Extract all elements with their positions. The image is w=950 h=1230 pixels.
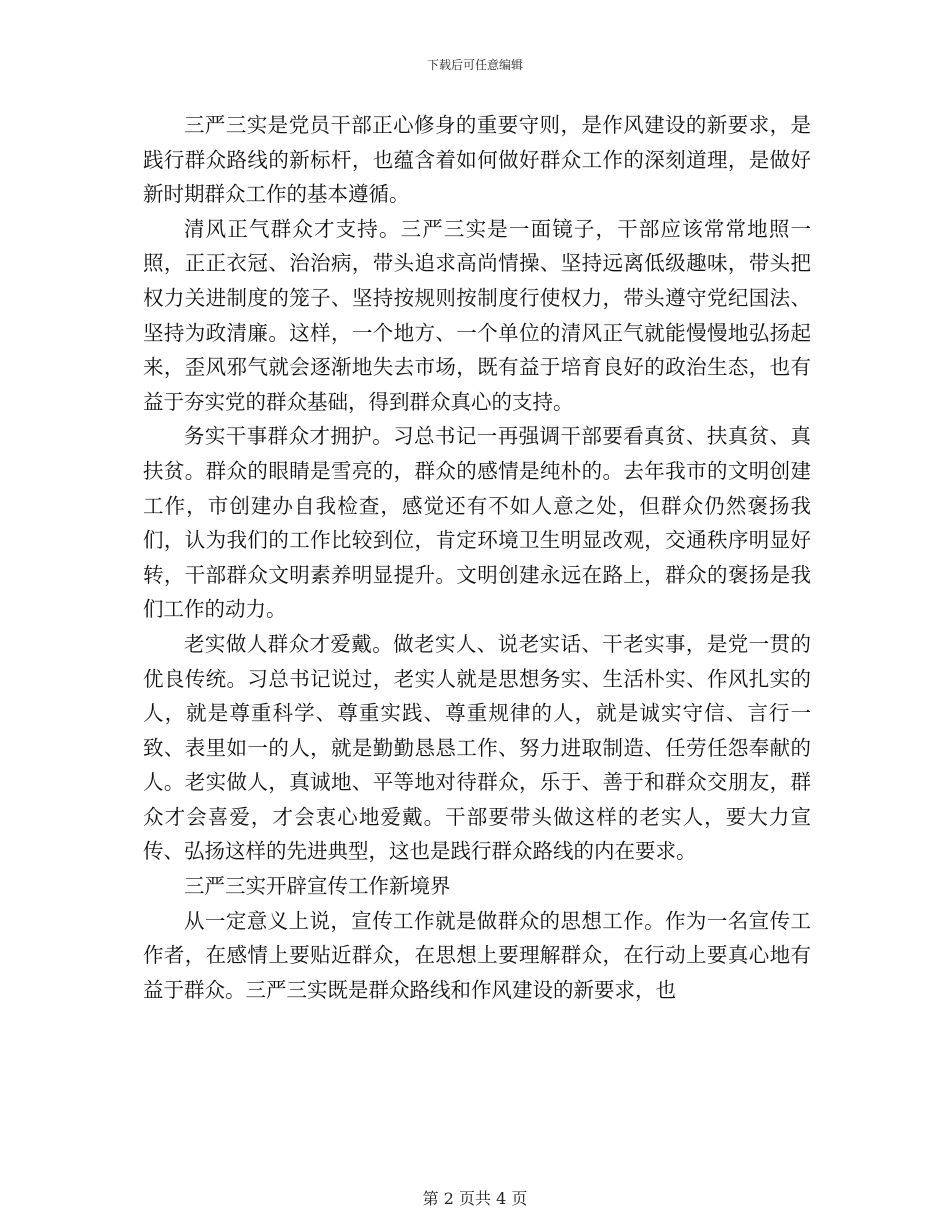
paragraph-propaganda: 从一定意义上说，宣传工作就是做群众的思想工作。作为一名宣传工作者，在感情上要贴近群众，在思想上要理解群众，在行动上要真心地有益于群众。三严三实既是群众路线和作风建设的新要求，也 bbox=[143, 908, 811, 1002]
document-body bbox=[143, 108, 811, 1007]
paragraph-intro: 三严三实是党员干部正心修身的重要守则，是作风建设的新要求，是践行群众路线的新标杆，也蕴含着如何做好群众工作的深刻道理，是做好新时期群众工作的基本遵循。 bbox=[143, 113, 811, 207]
section-heading: 三严三实开辟宣传工作新境界 bbox=[184, 874, 451, 899]
page-header: 下载后可任意编辑 bbox=[426, 58, 523, 72]
page-number: 第 2 页共 4 页 bbox=[422, 1189, 528, 1208]
paragraph-integrity: 清风正气群众才支持。三严三实是一面镜子，干部应该常常地照一照，正正衣冠、治治病，带头追求高尚情操、坚持远离低级趣味，带头把权力关进制度的笼子、坚持按规则按制度行使权力，带头遵守党纪国法、坚持为政清廉。这样，一个地方、一个单位的清风正气就能慢慢地弘扬起来，歪风邪气就会逐渐地失去市场，既有益于培育良好的政治生态，也有益于夯实党的群众基础，得到群众真心的支持。 bbox=[143, 216, 811, 414]
paragraph-pragmatic: 务实干事群众才拥护。习总书记一再强调干部要看真贫、扶真贫、真扶贫。群众的眼睛是雪亮的，群众的感情是纯朴的。去年我市的文明创建工作，市创建办自我检查，感觉还有不如人意之处，但群众仍然褒扬我们，认为我们的工作比较到位，肯定环境卫生明显改观，交通秩序明显好转，干部群众文明素养明显提升。文明创建永远在路上，群众的褒扬是我们工作的动力。 bbox=[143, 424, 811, 622]
paragraph-honest: 老实做人群众才爱戴。做老实人、说老实话、干老实事，是党一贯的优良传统。习总书记说过，老实人就是思想务实、生活朴实、作风扎实的人，就是尊重科学、尊重实践、尊重规律的人，就是诚实守信、言行一致、表里如一的人，就是勤勤恳恳工作、努力进取制造、任劳任怨奉献的人。老实做人，真诚地、平等地对待群众，乐于、善于和群众交朋友，群众才会喜爱，才会衷心地爱戴。干部要带头做这样的老实人，要大力宣传、弘扬这样的先进典型，这也是践行群众路线的内在要求。 bbox=[143, 631, 811, 864]
